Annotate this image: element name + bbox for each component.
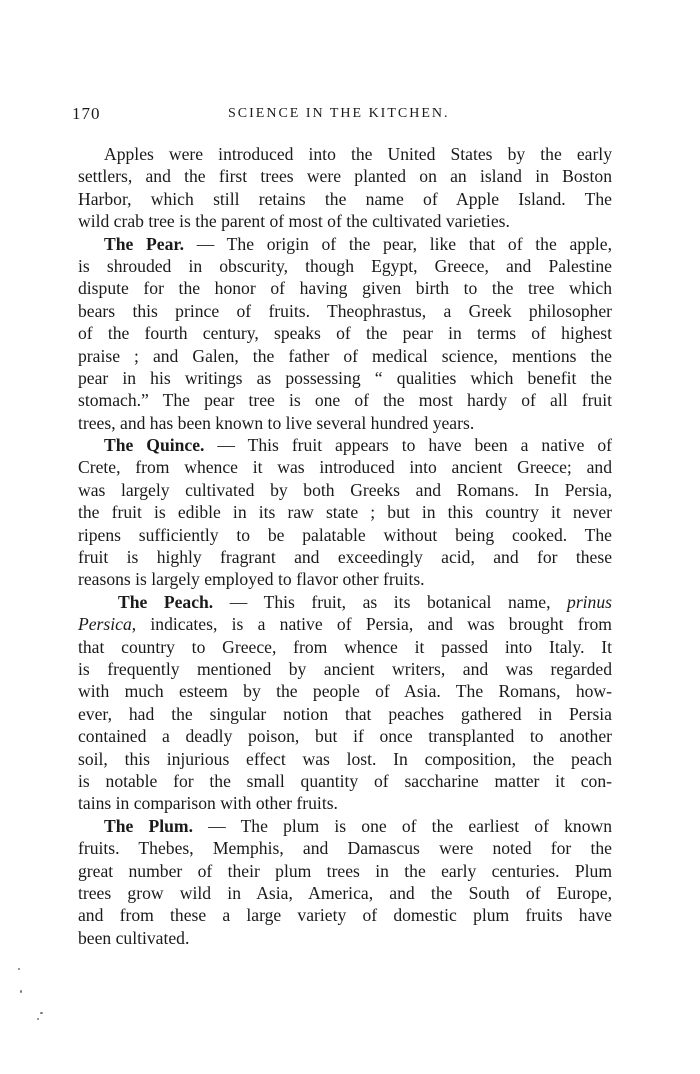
- text-line: soil, this injurious effect was lost. In composition, the peach: [78, 748, 612, 769]
- text-line: [78, 591, 612, 613]
- text-line: [78, 815, 612, 837]
- running-title: SCIENCE IN THE KITCHEN.: [228, 106, 450, 121]
- text-line: was largely cultivated by both Greeks and Romans. In Persia,: [78, 479, 612, 500]
- text-line: stomach.” The pear tree is one of the most hardy of all fruit: [78, 390, 612, 411]
- section-heading-pear: The Pear.: [104, 233, 184, 254]
- text-line: and from these a large variety of domestic plum fruits have: [78, 905, 612, 926]
- text-run: — The origin of the pear, like that of the apple,: [183, 233, 612, 254]
- paragraph-plum: [78, 815, 612, 949]
- text-line: [78, 434, 612, 456]
- paragraph-apples: [78, 143, 612, 233]
- text-line: of the fourth century, speaks of the pear in terms of highest: [78, 323, 612, 344]
- text-line: fruit is highly fragrant and exceedingly acid, and for these: [78, 547, 612, 568]
- paragraph-quince: [78, 434, 612, 591]
- text-line: is notable for the small quantity of saccharine matter it con-: [78, 770, 612, 791]
- text-line: trees grow wild in Asia, America, and the South of Europe,: [78, 882, 612, 903]
- text-line: bears this prince of fruits. Theophrastus, a Greek philosopher: [78, 300, 612, 321]
- text-line: been cultivated.: [78, 927, 190, 948]
- text-line: [78, 613, 612, 635]
- text-run: , indicates, is a native of Persia, and was brought from: [131, 614, 612, 635]
- text-line: fruits. Thebes, Memphis, and Damascus were noted for the: [78, 838, 612, 859]
- text-line: with much esteem by the people of Asia. The Romans, how-: [78, 681, 612, 702]
- text-line: [78, 233, 612, 255]
- paragraph-peach: [78, 591, 612, 815]
- text-run: — This fruit, as its botanical name,: [213, 591, 568, 612]
- text-line: ever, had the singular notion that peaches gathered in Persia: [78, 703, 612, 724]
- text-line: the fruit is edible in its raw state ; but in this country it never: [78, 502, 612, 523]
- print-speck: [20, 990, 22, 993]
- paragraph-pear: [78, 233, 612, 435]
- text-line: wild crab tree is the parent of most of the cultivated varieties.: [78, 211, 510, 232]
- print-speck: [18, 968, 20, 970]
- section-heading-plum: The Plum.: [104, 815, 193, 836]
- section-heading-quince: The Quince.: [104, 435, 205, 456]
- text-line: ripens sufficiently to be palatable without being cooked. The: [78, 524, 612, 545]
- text-line: reasons is largely employed to flavor other fruits.: [78, 569, 425, 590]
- text-run: — The plum is one of the earliest of known: [192, 815, 612, 836]
- text-line: pear in his writings as possessing “ qualities which benefit the: [78, 367, 612, 388]
- text-line: is shrouded in obscurity, though Egypt, Greece, and Palestine: [78, 255, 612, 276]
- print-speck: [37, 1018, 39, 1020]
- page-body: [78, 143, 612, 949]
- text-line: praise ; and Galen, the father of medical science, mentions the: [78, 345, 612, 366]
- text-line: Harbor, which still retains the name of Apple Island. The: [78, 188, 612, 209]
- text-line: settlers, and the first trees were planted on an island in Boston: [78, 166, 612, 187]
- text-line: Apples were introduced into the United States by the early: [104, 144, 612, 164]
- text-line: that country to Greece, from whence it passed into Italy. It: [78, 636, 612, 657]
- section-heading-peach: The Peach.: [118, 591, 214, 612]
- text-line: contained a deadly poison, but if once transplanted to another: [78, 726, 612, 747]
- text-run: — This fruit appears to have been a native of: [204, 435, 612, 456]
- text-line: Crete, from whence it was introduced into ancient Greece; and: [78, 457, 612, 478]
- botanical-name: Persica: [78, 614, 132, 635]
- print-speck: [40, 1012, 43, 1014]
- text-line: tains in comparison with other fruits.: [78, 793, 338, 814]
- text-line: dispute for the honor of having given birth to the tree which: [78, 278, 612, 299]
- text-line: is frequently mentioned by ancient writers, and was regarded: [78, 658, 612, 679]
- text-line: trees, and has been known to live several hundred years.: [78, 412, 475, 433]
- page-number: 170: [72, 104, 101, 123]
- text-line: great number of their plum trees in the early centuries. Plum: [78, 860, 612, 881]
- botanical-name: prinus: [567, 591, 612, 612]
